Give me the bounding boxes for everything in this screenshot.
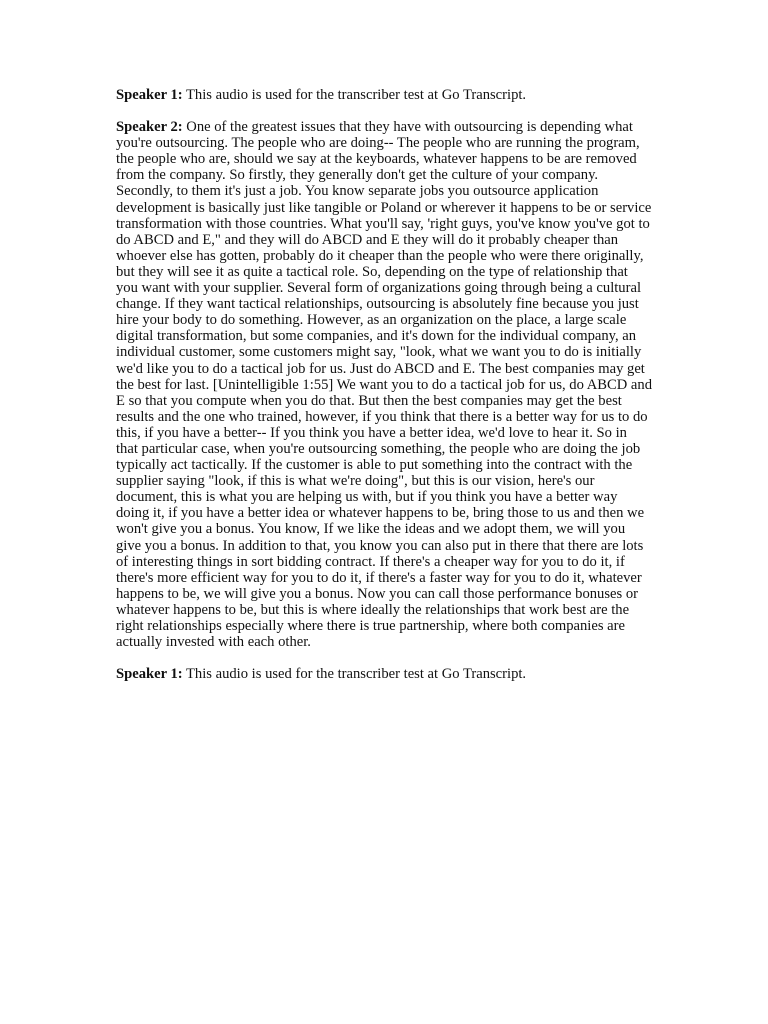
speech-text: One of the greatest issues that they have with outsourcing is depending what you're outsourcing. The people who are doing-- The people who are running the program, the people who are, should we say at the keyboards, whatever happens to be are removed from the company. So firstly, they generally don't get the culture of your company. Secondly, to them it's just a job. You know separate jobs you outsource application development is basically just like tangible or Poland or wherever it happens to be or service transformation with those countries. What you'll say, 'right guys, you've know you've got to do ABCD and E," and they will do ABCD and E they will do it probably cheaper than whoever else has gotten, probably do it cheaper than the people who were there originally, but they will see it as quite a tactical role. So, depending on the type of relationship that you want with your supplier. Several form of organizations going through being a cultural change. If they want tactical relationships, outsourcing is absolutely fine because you just hire your body to do something. However, as an organization on the place, a large scale digital transformation, but some companies, and it's down for the individual company, an individual customer, some customers might say, "look, what we want you to do is initially we'd like you to do a tactical job for us. Just do ABCD and E. The best companies may get the best for last. [Unintelligible 1:55] We want you to do a tactical job for us, do ABCD and E so that you compute when you do that. But then the best companies may get the best results and the one who trained, however, if you think that there is a better way for us to do this, if you have a better-- If you think you have a better idea, we'd love to hear it. So in that particular case, when you're outsourcing something, the people who are doing the job typically act tactically. If the customer is able to put something into the contract with the supplier saying "look, if this is what we're doing", but this is our vision, here's our document, this is what you are helping us with, but if you think you have a better way doing it, if you have a better idea or whatever happens to be, bring those to us and then we won't give you a bonus. You know, If we like the ideas and we adopt them, we will you give you a bonus. In addition to that, you know you can also put in there that there are lots of interesting things in sort bidding contract. If there's a cheaper way for you to do it, if there's more efficient way for you to do it, if there's a faster way for you to do it, whatever happens to be, we will give you a bonus. Now you can call those performance bonuses or whatever happens to be, but this is where ideally the relationships that work best are the right relationships especially where there is true partnership, where both companies are actually invested with each other. (116, 119, 652, 651)
speech-text: This audio is used for the transcriber test at Go Transcript. (186, 87, 527, 103)
transcript-paragraph-1 (116, 87, 652, 103)
speech-text: This audio is used for the transcriber test at Go Transcript. (186, 666, 527, 683)
speaker-label: Speaker 1: (116, 87, 183, 103)
transcript-paragraph-3 (116, 666, 652, 682)
transcript-page (116, 87, 652, 698)
transcript-paragraph-2 (116, 119, 652, 650)
speaker-label: Speaker 1: (116, 666, 183, 683)
speaker-label: Speaker 2: (116, 119, 183, 136)
